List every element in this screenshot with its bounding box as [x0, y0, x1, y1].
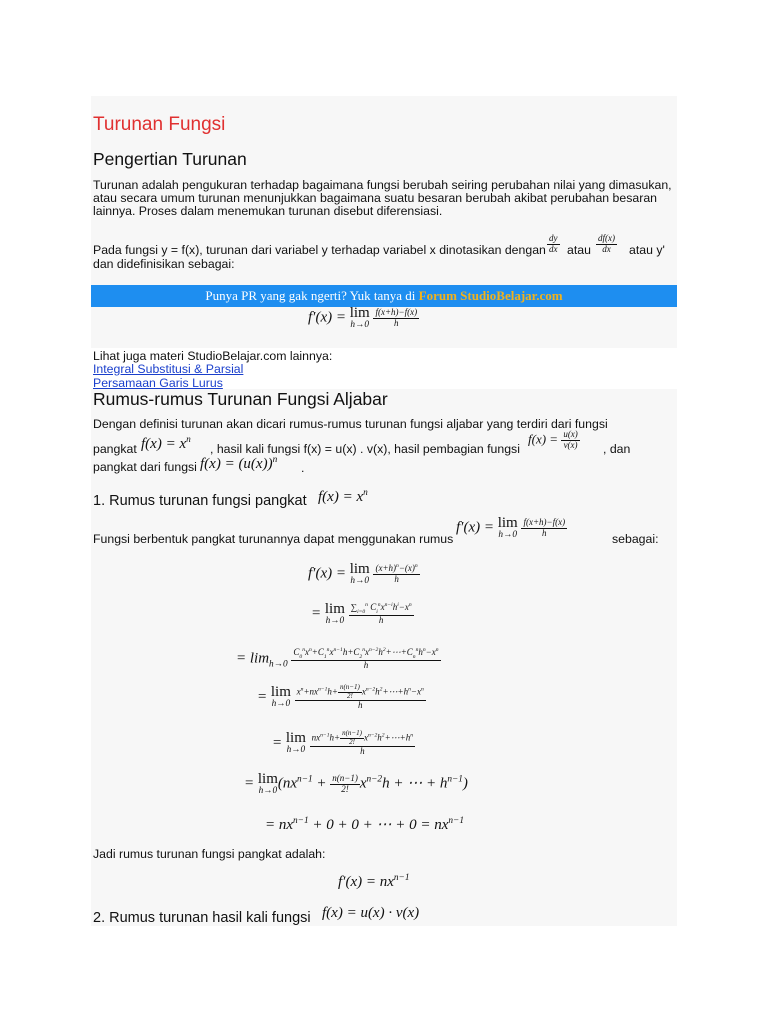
paragraph-line: Fungsi berbentuk pangkat turunannya dapat menggunakan rumus [93, 532, 454, 546]
derivative-definition-formula: f′(x) = lim h→0 $\frac{f(x+h)-f(x)}{h}$ [456, 515, 566, 540]
subheading-rumus-pangkat: 1. Rumus turunan fungsi pangkat [93, 493, 307, 509]
forum-link[interactable]: Forum StudioBelajar.com [418, 288, 563, 303]
link-integral-substitusi[interactable] [93, 362, 243, 376]
paragraph-line: pangkat dari fungsi [93, 460, 197, 474]
paragraph-line: Pada fungsi y = f(x), turunan dari variabel y terhadap variabel x dinotasikan dengan [93, 243, 546, 257]
power-rule-result: $f'(x) = nx^{n-1}$ [338, 873, 410, 890]
text-sebagai: sebagai: [612, 532, 659, 546]
derivation-step-6: = lim h→0 ($nx^{n-1}$ + $\frac{n(n-1)}{2!}$ $x^{n-2}h$ + ⋯ + $h^{n-1}$) [244, 771, 468, 796]
text-atau: atau [567, 243, 591, 257]
link-persamaan-garis-lurus[interactable] [93, 376, 223, 390]
banner-text: Punya PR yang gak ngerti? Yuk tanya di [205, 288, 416, 303]
paragraph-line: , hasil kali fungsi f(x) = u(x) . v(x), hasil pembagian fungsi [210, 442, 520, 456]
derivation-step-4: = lim h→0 $x^n+nx^{n-1}h+$ $\frac{n(n-1)}{2!}$ $x^{n-2}h^2+\cdots+h^n-x^n$ h [257, 683, 424, 711]
link-integral-substitusi-text[interactable]: Integral Substitusi & Parsial [93, 362, 244, 376]
derivation-step-3: = $\lim_{h\to 0}$ $\frac{C_0^nx^n+C_1^nx^{n-1}h+C_2^nx^{n-2}h^2+\cdots+C_n^nh^n-x^n}{h}$ [236, 647, 439, 670]
link-persamaan-garis-lurus-text[interactable]: Persamaan Garis Lurus [93, 376, 223, 390]
related-label: Lihat juga materi StudioBelajar.com lainnya: [93, 349, 333, 363]
text-period: . [301, 461, 305, 475]
power-function-formula: $f(x) = x^n$ [141, 435, 191, 452]
paragraph-line: dan didefinisikan sebagai: [93, 257, 235, 271]
forum-banner[interactable] [91, 285, 677, 307]
composite-power-formula: $f(x) = (u(x))^n$ [200, 455, 278, 472]
text-pangkat: pangkat [93, 442, 137, 456]
subheading-hasil-kali: 2. Rumus turunan hasil kali fungsi [93, 910, 311, 926]
text-dan: , dan [603, 442, 631, 456]
section-heading-pengertian: Pengertian Turunan [93, 149, 247, 169]
derivation-step-2: = lim h→0 $\frac{\sum_{i=0}^n C_i^nx^{n-i}h^i-x^n}{h}$ [311, 601, 412, 626]
conclusion-text: Jadi rumus turunan fungsi pangkat adalah: [93, 847, 326, 861]
derivation-step-5: = lim h→0 $nx^{n-1}h+$ $\frac{n(n-1)}{2!}$ $x^{n-2}h^2+\cdots+h^n$ h [272, 729, 414, 757]
paragraph-line: Turunan adalah pengukuran terhadap bagaimana fungsi berubah seiring perubahan nilai yang dimasukan, [93, 178, 672, 192]
text-atau-y: atau y' [629, 243, 665, 257]
page-title: Turunan Fungsi [93, 114, 226, 135]
derivation-step-7: = $nx^{n-1} + 0 + 0$ + ⋯ + $0 = nx^{n-1}$ [265, 816, 464, 833]
power-function-formula: $f(x) = x^n$ [318, 488, 368, 505]
quotient-function-formula: f(x) = $\frac{u(x)}{v(x)}$ [528, 429, 578, 450]
section-heading-rumus: Rumus-rumus Turunan Fungsi Aljabar [93, 389, 388, 409]
paragraph-line: Dengan definisi turunan akan dicari rumus-rumus turunan fungsi aljabar yang terdiri dari fungsi [93, 417, 608, 431]
product-function-formula: f(x) = u(x) · v(x) [322, 905, 420, 921]
paragraph-line: lainnya. Proses dalam menemukan turunan disebut diferensiasi. [93, 204, 443, 218]
paragraph-line: atau secara umum turunan menunjukkan bagaimana suatu besaran berubah akibat perubahan besaran [93, 191, 657, 205]
derivative-definition-formula: f′(x) = lim h→0 $\frac{f(x+h)-f(x)}{h}$ [308, 305, 418, 330]
derivation-step-1: f′(x) = lim h→0 $\frac{(x+h)^n-(x)^n}{h}$ [308, 561, 418, 586]
dfx-dx-formula: $\frac{df(x)}{dx}$ [598, 233, 615, 254]
dy-dx-formula: $\frac{dy}{dx}$ [549, 233, 558, 254]
